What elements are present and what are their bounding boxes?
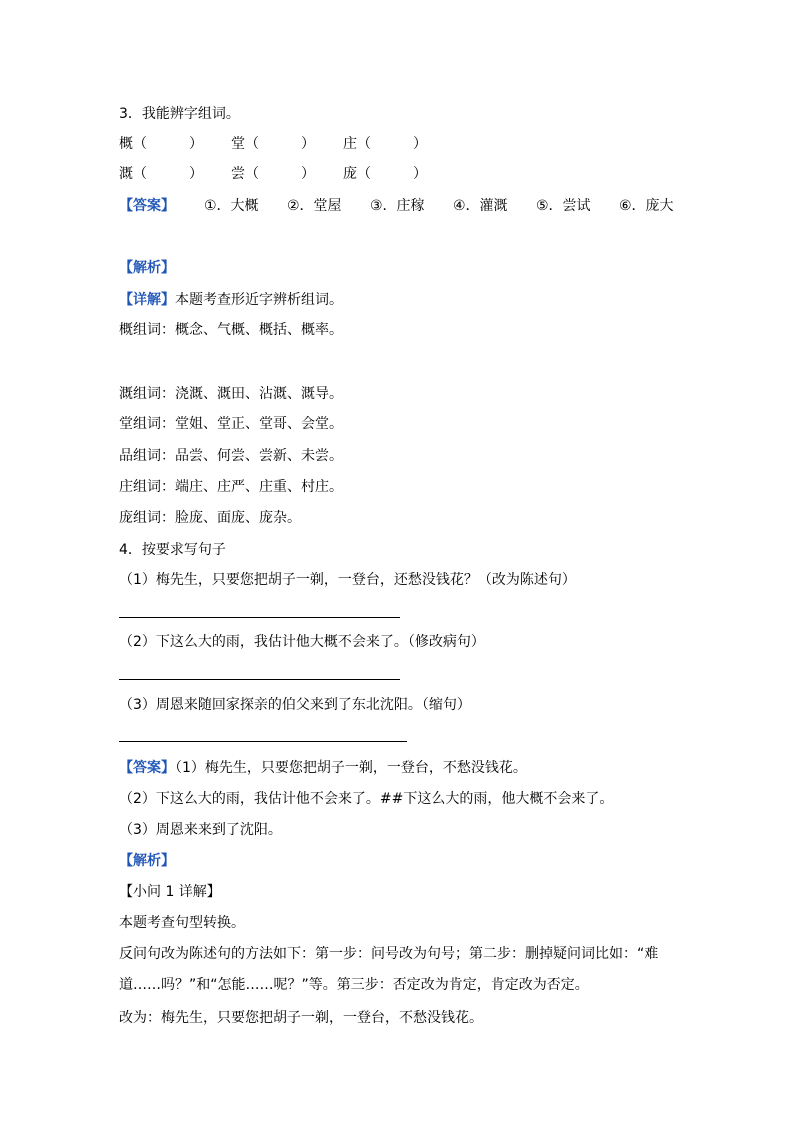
q3-blank-2: 堂（ ） bbox=[231, 136, 315, 152]
q3-blank-4: 溉（ ） bbox=[119, 166, 203, 182]
analysis-tag: 【解析】 bbox=[119, 853, 175, 869]
answer-tag: 【答案】 bbox=[119, 760, 175, 776]
word-group-line: 庄组词：端庄、庄严、庄重、村庄。 bbox=[119, 479, 343, 495]
sub-question-tag: 【小问 1 详解】 bbox=[119, 884, 221, 900]
question-3-title: 3．我能辨字组词。 bbox=[119, 106, 240, 122]
q4-item-1: （1）梅先生，只要您把胡子一剃，一登台，还愁没钱花？（改为陈述句） bbox=[119, 572, 576, 588]
analysis-line: 本题考查句型转换。 bbox=[119, 915, 245, 931]
analysis-line: 改为：梅先生，只要您把胡子一剃，一登台，不愁没钱花。 bbox=[119, 1010, 483, 1026]
analysis-tag: 【解析】 bbox=[119, 260, 175, 276]
answer-item: ⑤．尝试 bbox=[536, 198, 591, 214]
analysis-line: 道……吗？”和“怎能……呢？”等。第三步：否定改为肯定，肯定改为否定。 bbox=[119, 977, 589, 993]
word-group-line: 庞组词：脸庞、面庞、庞杂。 bbox=[119, 510, 301, 526]
q4-answer-line-1 bbox=[119, 758, 527, 778]
answer-blank-line bbox=[119, 741, 407, 742]
q3-blank-6: 庞（ ） bbox=[343, 166, 427, 182]
answer-item: ②．堂屋 bbox=[287, 198, 342, 214]
word-group-line: 品组词：品尝、何尝、尝新、未尝。 bbox=[119, 448, 343, 464]
answer-text: （1）梅先生，只要您把胡子一剃，一登台，不愁没钱花。 bbox=[175, 760, 527, 776]
detail-line bbox=[119, 290, 343, 310]
q3-blank-1: 概（ ） bbox=[119, 136, 203, 152]
answer-blank-line bbox=[119, 679, 400, 680]
q4-answer-line-2: （2）下这么大的雨，我估计他不会来了。##下这么大的雨，他大概不会来了。 bbox=[119, 791, 614, 807]
word-group-line: 概组词：概念、气概、概括、概率。 bbox=[119, 322, 343, 338]
answer-item: ④．灌溉 bbox=[453, 198, 508, 214]
question-4-title: 4．按要求写句子 bbox=[119, 542, 226, 558]
answer-item: ⑥．庞大 bbox=[619, 198, 674, 214]
answer-blank-line bbox=[119, 617, 400, 618]
detail-tag: 【详解】 bbox=[119, 292, 175, 308]
q4-answer-line-3: （3）周恩来来到了沈阳。 bbox=[119, 822, 282, 838]
q4-item-2: （2）下这么大的雨，我估计他大概不会来了。（修改病句） bbox=[119, 634, 485, 650]
answer-item: ③．庄稼 bbox=[370, 198, 425, 214]
answer-item: ①．大概 bbox=[204, 198, 259, 214]
word-group-line: 堂组词：堂姐、堂正、堂哥、会堂。 bbox=[119, 416, 343, 432]
q4-item-3: （3）周恩来随回家探亲的伯父来到了东北沈阳。（缩句） bbox=[119, 697, 471, 713]
detail-text: 本题考查形近字辨析组词。 bbox=[175, 292, 343, 308]
q3-blank-5: 尝（ ） bbox=[231, 166, 315, 182]
answer-tag: 【答案】 bbox=[119, 198, 175, 214]
word-group-line: 溉组词：浇溉、溉田、沾溉、溉导。 bbox=[119, 386, 343, 402]
analysis-line: 反问句改为陈述句的方法如下：第一步：问号改为句号；第二步：删掉疑问词比如：“难 bbox=[119, 946, 659, 962]
q3-blank-3: 庄（ ） bbox=[343, 136, 427, 152]
